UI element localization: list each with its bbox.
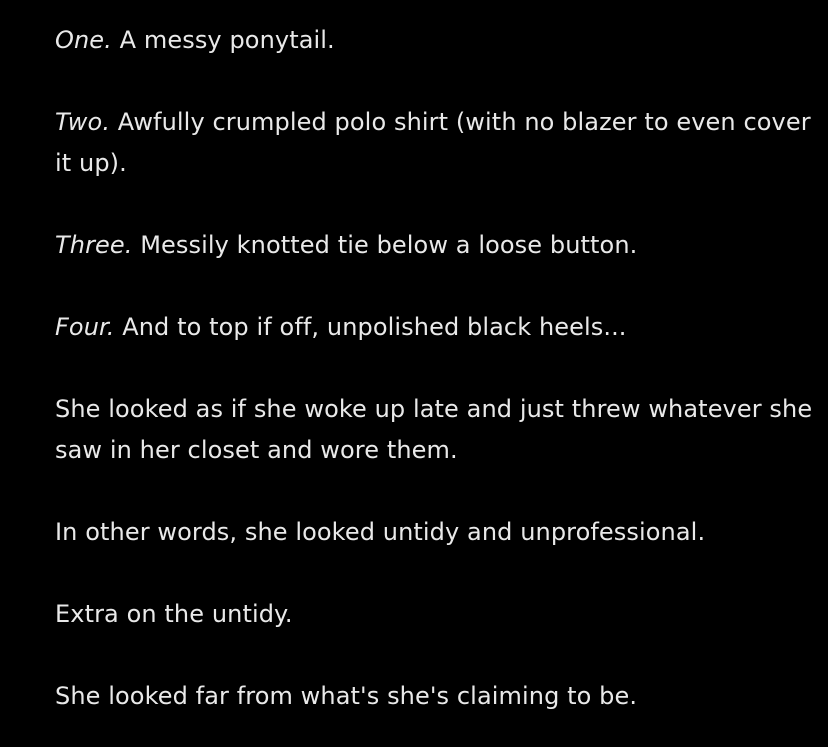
paragraph-four (55, 307, 815, 348)
paragraph-lead: Two. (55, 108, 111, 136)
paragraph-woke-up-late (55, 389, 820, 471)
paragraph-lead: Four. (55, 313, 115, 341)
paragraph-lead: One. (55, 26, 112, 54)
paragraph-text: She looked as if she woke up late and just threw whatever she saw in her closet and wore them. (55, 395, 820, 464)
paragraph-text: In other words, she looked untidy and unprofessional. (55, 518, 706, 546)
paragraph-text: And to top if off, unpolished black heels... (114, 313, 627, 341)
paragraph-three (55, 225, 815, 266)
paragraph-text: Awfully crumpled polo shirt (with no blazer to even cover it up). (55, 108, 819, 177)
paragraph-lead: Three. (55, 231, 133, 259)
paragraph-two (55, 102, 819, 184)
paragraph-one (55, 20, 815, 61)
paragraph-text: Extra on the untidy. (55, 600, 293, 628)
paragraph-text: Messily knotted tie below a loose button. (132, 231, 638, 259)
paragraph-text: She looked far from what's she's claiming to be. (55, 682, 638, 710)
paragraph-text: A messy ponytail. (111, 26, 335, 54)
paragraph-far-from (55, 676, 815, 717)
paragraph-other-words (55, 512, 815, 553)
paragraph-extra-untidy (55, 594, 815, 635)
story-text (55, 20, 820, 717)
